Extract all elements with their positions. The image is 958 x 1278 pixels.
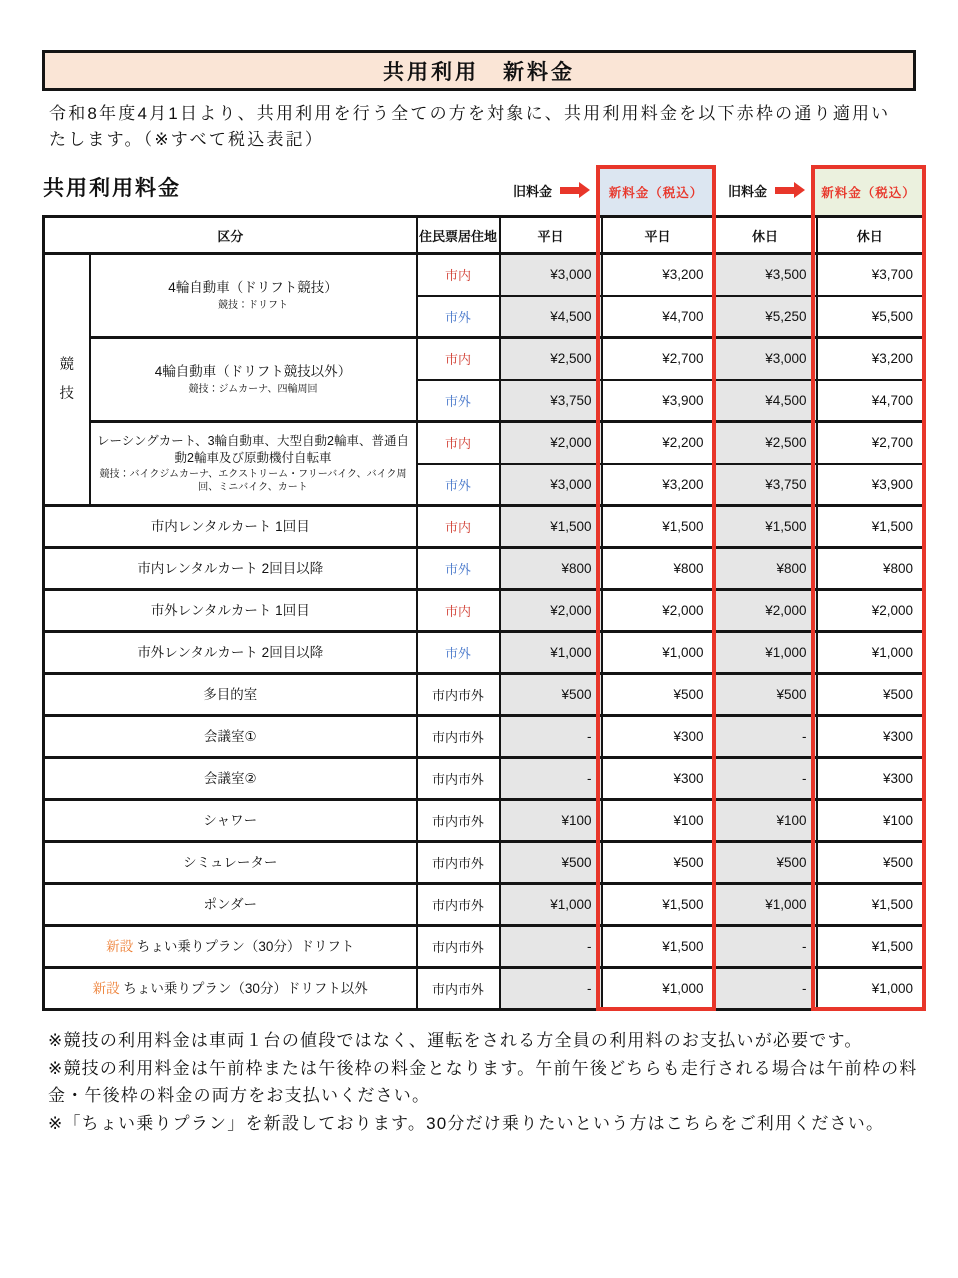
new-plan-tag: 新設: [106, 938, 134, 954]
price-cell: ¥1,500: [817, 506, 924, 548]
price-cell: ¥2,700: [817, 422, 924, 464]
price-cell: ¥1,500: [602, 884, 714, 926]
residence-cell: 市内市外: [417, 674, 500, 716]
intro-text: [49, 101, 927, 153]
col-header-residence: 住民票居住地: [417, 217, 500, 254]
price-cell: ¥4,700: [817, 380, 924, 422]
price-cell: ¥2,500: [500, 338, 602, 380]
price-cell: ¥300: [602, 716, 714, 758]
table-row: [44, 338, 924, 380]
table-row: [44, 590, 924, 632]
col-header-weekday-old: 平日: [500, 217, 602, 254]
item-cell: 新設 ちょい乗りプラン（30分）ドリフト: [44, 926, 417, 968]
price-cell: ¥1,500: [602, 506, 714, 548]
price-cell: ¥800: [817, 548, 924, 590]
price-cell: ¥3,750: [500, 380, 602, 422]
price-cell: -: [500, 968, 602, 1010]
price-cell: ¥1,000: [817, 968, 924, 1010]
price-cell: ¥1,000: [714, 632, 817, 674]
residence-cell: 市内: [417, 254, 500, 296]
section-heading: 共用利用料金: [43, 177, 181, 200]
item-cell: 会議室①: [44, 716, 417, 758]
residence-cell: 市外: [417, 464, 500, 506]
price-cell: -: [714, 926, 817, 968]
price-cell: ¥4,500: [714, 380, 817, 422]
price-cell: ¥4,700: [602, 296, 714, 338]
price-cell: ¥800: [602, 548, 714, 590]
price-cell: ¥1,500: [500, 506, 602, 548]
item-cell: 多目的室: [44, 674, 417, 716]
price-cell: ¥1,000: [500, 884, 602, 926]
price-cell: ¥5,250: [714, 296, 817, 338]
price-cell: ¥3,900: [817, 464, 924, 506]
footnote: ※競技の利用料金は車両１台の値段ではなく、運転をされる方全員の利用料のお支払いが必要です。: [48, 1031, 863, 1050]
price-cell: ¥3,200: [602, 464, 714, 506]
price-cell: ¥800: [500, 548, 602, 590]
price-cell: ¥1,500: [714, 506, 817, 548]
price-cell: ¥100: [602, 800, 714, 842]
residence-cell: 市外: [417, 296, 500, 338]
table-row: [44, 548, 924, 590]
price-cell: ¥3,200: [817, 338, 924, 380]
new-price-label-holiday: 新料金（税込）: [815, 169, 922, 215]
price-cell: -: [714, 968, 817, 1010]
price-cell: ¥4,500: [500, 296, 602, 338]
price-cell: ¥800: [714, 548, 817, 590]
price-cell: ¥1,000: [714, 884, 817, 926]
price-cell: ¥500: [500, 842, 602, 884]
price-cell: ¥1,500: [817, 884, 924, 926]
residence-cell: 市内: [417, 422, 500, 464]
item-cell: 会議室②: [44, 758, 417, 800]
price-cell: ¥2,700: [602, 338, 714, 380]
price-cell: -: [714, 758, 817, 800]
old-price-label-holiday: [728, 165, 805, 215]
table-row: [44, 674, 924, 716]
price-cell: ¥3,000: [500, 254, 602, 296]
footnotes: [48, 1027, 926, 1137]
price-cell: ¥1,000: [500, 632, 602, 674]
price-cell: ¥3,200: [602, 254, 714, 296]
header-row: [44, 217, 924, 254]
price-cell: ¥2,000: [714, 590, 817, 632]
item-cell: 市外レンタルカート 2回目以降: [44, 632, 417, 674]
residence-cell: 市内市外: [417, 926, 500, 968]
item-cell: シャワー: [44, 800, 417, 842]
item-cell: レーシングカート、3輪自動車、大型自動2輪車、普通自動2輪車及び原動機付自転車 競技：バイクジムカーナ、エクストリーム・フリーバイク、バイク周回、ミニバイク、カート: [90, 422, 417, 506]
item-cell: シミュレーター: [44, 842, 417, 884]
price-cell: ¥2,500: [714, 422, 817, 464]
new-price-label-weekday: 新料金（税込）: [600, 169, 712, 215]
price-cell: ¥1,000: [602, 632, 714, 674]
price-cell: ¥500: [817, 674, 924, 716]
item-cell: 新設 ちょい乗りプラン（30分）ドリフト以外: [44, 968, 417, 1010]
col-header-holiday-new: 休日: [817, 217, 924, 254]
price-cell: ¥100: [817, 800, 924, 842]
price-cell: ¥1,500: [602, 926, 714, 968]
price-cell: ¥1,500: [817, 926, 924, 968]
price-cell: ¥5,500: [817, 296, 924, 338]
residence-cell: 市外: [417, 548, 500, 590]
price-table: [42, 215, 925, 1011]
price-cell: ¥500: [714, 842, 817, 884]
table-row: [44, 884, 924, 926]
price-cell: ¥3,000: [500, 464, 602, 506]
table-row: [44, 716, 924, 758]
title-banner: [42, 50, 916, 91]
price-cell: ¥500: [602, 842, 714, 884]
price-cell: ¥1,000: [602, 968, 714, 1010]
old-price-text: 旧料金: [727, 183, 767, 199]
item-cell: 市外レンタルカート 1回目: [44, 590, 417, 632]
table-row: [44, 842, 924, 884]
residence-cell: 市外: [417, 380, 500, 422]
price-cell: ¥500: [714, 674, 817, 716]
col-header-holiday-old: 休日: [714, 217, 817, 254]
price-cell: ¥1,000: [817, 632, 924, 674]
residence-cell: 市内: [417, 590, 500, 632]
table-row: [44, 800, 924, 842]
residence-cell: 市内: [417, 338, 500, 380]
residence-cell: 市内: [417, 506, 500, 548]
price-cell: ¥3,000: [714, 338, 817, 380]
price-cell: -: [500, 716, 602, 758]
residence-cell: 市外: [417, 632, 500, 674]
table-row: [44, 632, 924, 674]
table-row: [44, 506, 924, 548]
price-cell: ¥500: [500, 674, 602, 716]
price-cell: ¥2,200: [602, 422, 714, 464]
table-row: [44, 254, 924, 296]
col-header-category: 区分: [44, 217, 417, 254]
table-row: [44, 968, 924, 1010]
page-title: 共用利用 新料金: [383, 60, 575, 84]
price-cell: -: [500, 926, 602, 968]
footnote: ※「ちょい乗りプラン」を新設しております。30分だけ乗りたいという方はこちらをご利用ください。: [48, 1113, 885, 1133]
residence-cell: 市内市外: [417, 884, 500, 926]
table-row: [44, 926, 924, 968]
new-plan-tag: 新設: [92, 980, 120, 996]
residence-cell: 市内市外: [417, 800, 500, 842]
item-cell: 4輪自動車（ドリフト競技） 競技：ドリフト: [90, 254, 417, 338]
table-row: [44, 422, 924, 464]
intro-line-1: 令和8年度4月1日より、共用利用を行う全ての方を対象に、共用利用料金を以下赤枠の通り適用い: [49, 104, 891, 123]
price-cell: ¥300: [817, 758, 924, 800]
price-cell: ¥500: [602, 674, 714, 716]
pricing-section: [42, 165, 922, 1011]
price-cell: ¥3,500: [714, 254, 817, 296]
residence-cell: 市内市外: [417, 842, 500, 884]
item-cell: ポンダー: [44, 884, 417, 926]
residence-cell: 市内市外: [417, 968, 500, 1010]
price-cell: ¥100: [500, 800, 602, 842]
price-cell: -: [500, 758, 602, 800]
price-cell: -: [714, 716, 817, 758]
price-cell: ¥3,900: [602, 380, 714, 422]
group-label-cell: 競技: [44, 254, 90, 506]
old-price-label-weekday: [513, 165, 590, 215]
price-cell: ¥100: [714, 800, 817, 842]
price-cell: ¥2,000: [500, 590, 602, 632]
price-cell: ¥3,750: [714, 464, 817, 506]
table-row: [44, 758, 924, 800]
footnote: ※競技の利用料金は午前枠または午後枠の料金となります。午前午後どちらも走行される場合は午前枠の料金・午後枠の料金の両方をお支払いください。: [48, 1058, 918, 1105]
residence-cell: 市内市外: [417, 758, 500, 800]
item-cell: 市内レンタルカート 2回目以降: [44, 548, 417, 590]
price-cell: ¥300: [602, 758, 714, 800]
right-arrow-icon: [775, 182, 805, 199]
right-arrow-icon: [560, 182, 590, 199]
item-cell: 4輪自動車（ドリフト競技以外） 競技：ジムカーナ、四輪周回: [90, 338, 417, 422]
residence-cell: 市内市外: [417, 716, 500, 758]
price-cell: ¥300: [817, 716, 924, 758]
item-cell: 市内レンタルカート 1回目: [44, 506, 417, 548]
col-header-weekday-new: 平日: [602, 217, 714, 254]
old-price-text: 旧料金: [512, 183, 552, 199]
price-cell: ¥2,000: [500, 422, 602, 464]
price-cell: ¥2,000: [602, 590, 714, 632]
price-cell: ¥2,000: [817, 590, 924, 632]
price-cell: ¥3,700: [817, 254, 924, 296]
intro-line-2: たします。（※すべて税込表記）: [49, 130, 325, 149]
price-cell: ¥500: [817, 842, 924, 884]
